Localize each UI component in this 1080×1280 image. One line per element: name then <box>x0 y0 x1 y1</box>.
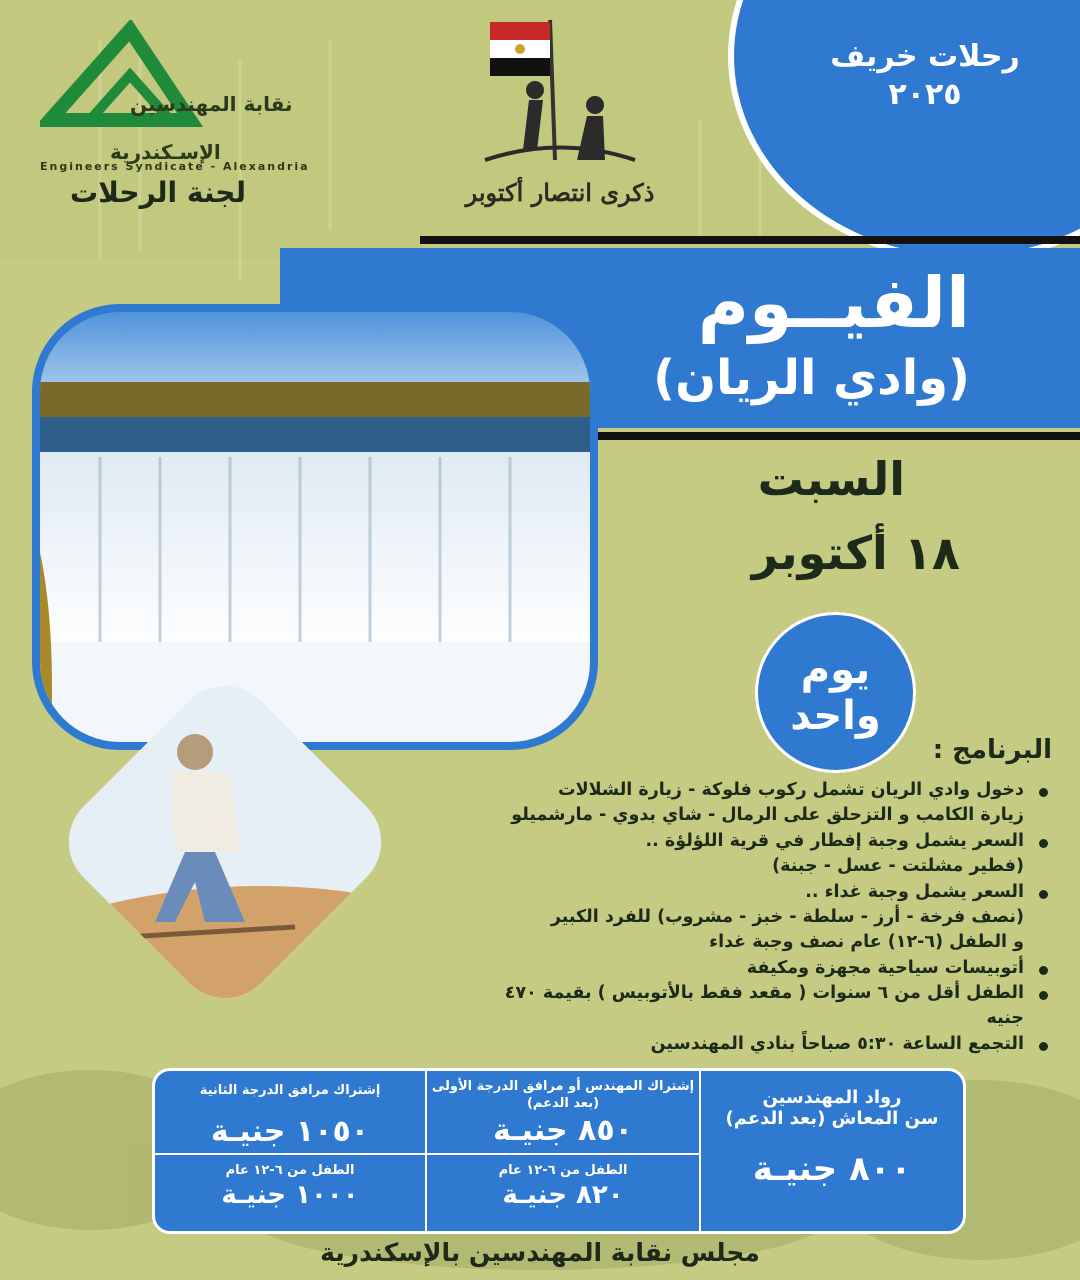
program-list <box>490 778 1050 1057</box>
engineer-title-2: (بعد الدعم) <box>526 1095 600 1111</box>
season-label <box>810 38 1040 113</box>
program-item <box>490 829 1050 880</box>
logo-text-arabic-2: الإسـكندرية <box>110 140 221 164</box>
child1-price-cell <box>427 1163 699 1210</box>
program-item-text: و الطفل (٦-١٢) عام نصف وجبة غداء <box>709 932 1024 953</box>
program-heading: البرنامج : <box>932 735 1052 765</box>
bullet-icon <box>1039 966 1048 975</box>
season-line-2: ٢٠٢٥ <box>888 76 962 112</box>
footer-signature: مجلس نقابة المهندسين بالإسكندرية <box>320 1238 760 1267</box>
price-divider <box>155 1153 699 1155</box>
child1-title: الطفل من ٦-١٢ عام <box>498 1163 628 1178</box>
companion-price: ١٠٥٠ جنيـة <box>210 1113 370 1149</box>
title-band-bottom-line <box>580 432 1080 440</box>
retired-title-1: رواد المهندسين <box>762 1087 902 1108</box>
program-item-text: دخول وادي الريان تشمل ركوب فلوكة - زيارة الشلالات <box>558 780 1024 800</box>
sandboard-photo <box>45 662 405 1022</box>
destination-title: الفيــوم <box>697 262 970 344</box>
duration-line-1: يوم <box>800 646 871 693</box>
program-item <box>490 778 1050 829</box>
committee-title: لجنة الرحلات <box>70 176 246 209</box>
duration-line-2: واحد <box>790 692 881 739</box>
program-item-continuation: (فطير مشلتت - عسل - جبنة) <box>772 856 1024 877</box>
bullet-icon <box>1039 1042 1048 1051</box>
price-table <box>152 1068 966 1234</box>
program-item <box>490 981 1050 1032</box>
trip-day: السبت <box>757 452 905 506</box>
retired-title-2: سن المعاش (بعد الدعم) <box>725 1108 939 1129</box>
retired-price: ٨٠٠ جنيـة <box>752 1149 912 1189</box>
companion-price-cell <box>155 1083 425 1149</box>
engineer-price-cell <box>427 1079 699 1148</box>
emblem-caption: ذكرى انتصار أكتوبر <box>465 178 655 207</box>
bullet-icon <box>1039 890 1048 899</box>
trip-date: ١٨ أكتوبر <box>751 526 960 580</box>
program-item-text: السعر يشمل وجبة غداء .. <box>805 881 1024 902</box>
retired-price-cell <box>701 1087 963 1189</box>
program-item <box>490 956 1050 981</box>
child1-price: ٨٢٠ جنيـة <box>502 1179 624 1210</box>
title-band-top-line <box>420 236 1080 244</box>
bullet-icon <box>1039 839 1048 848</box>
child2-price-cell <box>155 1163 425 1210</box>
destination-subtitle: (وادي الريان) <box>653 350 970 406</box>
child2-price: ١٠٠٠ جنيـة <box>221 1179 359 1210</box>
program-item <box>490 930 1050 955</box>
duration-badge <box>755 612 916 773</box>
season-line-1: رحلات خريف <box>830 39 1020 74</box>
program-item-text: السعر يشمل وجبة إفطار في قرية اللؤلؤة .. <box>645 830 1024 851</box>
program-item-continuation: زيارة الكامب و التزحلق على الرمال - شاي بدوي - مارشميلو <box>511 805 1024 826</box>
program-item-continuation: (نصف فرخة - أرز - سلطة - خبز - مشروب) للفرد الكبير <box>550 906 1024 927</box>
companion-title: إشتراك مرافق الدرجة الثانية <box>199 1083 381 1098</box>
engineer-title-1: إشتراك المهندس أو مرافق الدرجة الأولى <box>431 1079 695 1094</box>
bullet-icon <box>1039 788 1048 797</box>
engineer-price: ٨٥٠ جنيـة <box>493 1112 633 1148</box>
program-item-text: التجمع الساعة ٥:٣٠ صباحاً بنادي المهندسين <box>650 1033 1024 1054</box>
logo-text-arabic-1: نقابة المهندسين <box>130 92 293 116</box>
child2-title: الطفل من ٦-١٢ عام <box>225 1163 355 1178</box>
program-item-text: الطفل أقل من ٦ سنوات ( مقعد فقط بالأتوبيس ) بقيمة ٤٧٠ جنيه <box>504 983 1024 1029</box>
bullet-icon <box>1039 991 1048 1000</box>
logo-text-english: Engineers Syndicate - Alexandria <box>40 160 310 173</box>
program-item <box>490 1032 1050 1057</box>
program-item <box>490 880 1050 931</box>
program-item-text: أتوبيسات سياحية مجهزة ومكيفة <box>746 957 1024 978</box>
